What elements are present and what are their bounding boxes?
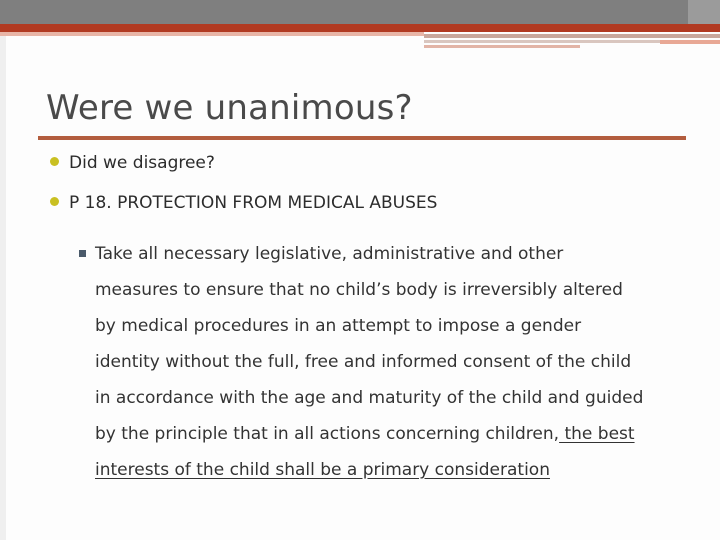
top-band-accent <box>424 34 720 38</box>
sub-bullet-line-text: by the principle that in all actions concerning children, <box>95 424 560 444</box>
title-underline-rule <box>38 136 686 140</box>
sub-bullet-line: Take all necessary legislative, administrative and other <box>95 244 564 264</box>
bullet-dot-icon <box>50 197 59 206</box>
top-band-accent <box>660 40 720 44</box>
top-band-accent <box>424 40 664 43</box>
bullet-dot-icon <box>50 157 59 166</box>
sub-bullet-line <box>95 452 679 488</box>
bullet-text: Did we disagree? <box>69 153 215 173</box>
underlined-text: the best <box>559 424 635 444</box>
sub-bullet-line: measures to ensure that no child’s body is irreversibly altered <box>95 280 623 300</box>
square-bullet-icon <box>79 250 86 257</box>
top-band-corner <box>688 0 720 24</box>
sub-bullet-line: identity without the full, free and informed consent of the child <box>95 352 632 372</box>
top-band-accent <box>424 45 580 48</box>
sub-bullet-line: by medical procedures in an attempt to impose a gender <box>95 316 582 336</box>
sub-bullet-item <box>79 236 679 488</box>
sub-bullet-line: in accordance with the age and maturity of the child and guided <box>95 388 644 408</box>
top-band <box>0 0 720 24</box>
top-band-red <box>0 24 720 32</box>
bullet-item <box>50 153 215 173</box>
top-band-accent <box>0 32 424 36</box>
underlined-text: interests of the child shall be a primary consideration <box>95 460 550 480</box>
bullet-item <box>50 193 437 213</box>
sub-bullet-line <box>95 416 679 452</box>
slide-title: Were we unanimous? <box>46 88 413 128</box>
sub-bullet-text <box>79 236 679 488</box>
frame-left-border <box>0 36 6 540</box>
bullet-text: P 18. PROTECTION FROM MEDICAL ABUSES <box>69 193 438 213</box>
